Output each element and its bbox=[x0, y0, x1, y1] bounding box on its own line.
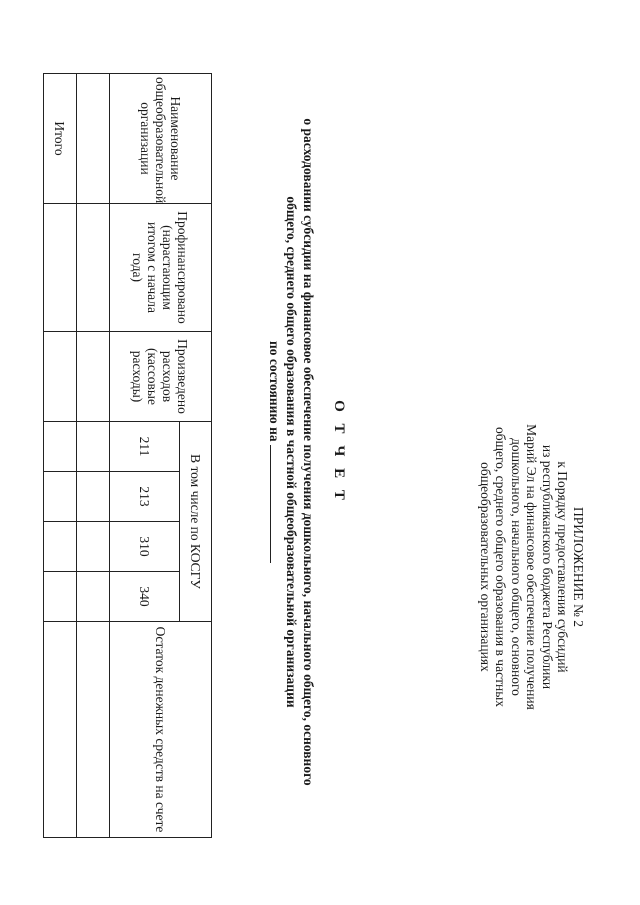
report-table bbox=[43, 73, 212, 838]
table-cell bbox=[44, 332, 77, 422]
header-kosgu-code: 310 bbox=[110, 522, 180, 572]
report-subtitle bbox=[266, 77, 317, 827]
header-kosgu-code: 213 bbox=[110, 472, 180, 522]
header-kosgu: В том числе по КОСГУ bbox=[180, 422, 212, 622]
appendix-header bbox=[478, 317, 587, 817]
appendix-line: общего, среднего общего образования в частных bbox=[493, 426, 509, 708]
rotated-content bbox=[40, 27, 600, 877]
table-cell bbox=[44, 422, 77, 472]
table-total-row bbox=[44, 74, 77, 838]
header-financed: Профинансировано (нарастающим итогом с начала года) bbox=[110, 204, 212, 332]
header-spent: Произведено расходов (кассовые расходы) bbox=[110, 332, 212, 422]
table-cell bbox=[77, 622, 110, 838]
total-label: Итого bbox=[44, 74, 77, 204]
table-cell bbox=[77, 204, 110, 332]
table-cell bbox=[77, 572, 110, 622]
table-cell bbox=[44, 622, 77, 838]
report-subtitle-line: общего, среднего общего образования в частной общеобразовательной организации bbox=[284, 196, 299, 708]
table-cell bbox=[77, 422, 110, 472]
date-blank-line bbox=[270, 445, 283, 563]
report-as-of bbox=[266, 77, 283, 827]
table-cell bbox=[44, 522, 77, 572]
appendix-line: ПРИЛОЖЕНИЕ № 2 bbox=[571, 506, 586, 628]
appendix-line: общеобразовательных организациях bbox=[478, 462, 493, 672]
table-cell bbox=[77, 74, 110, 204]
table-cell bbox=[77, 472, 110, 522]
appendix-line: к Порядку предоставления субсидий bbox=[555, 461, 571, 673]
table-cell bbox=[77, 332, 110, 422]
header-kosgu-code: 340 bbox=[110, 572, 180, 622]
header-org-name: Наименование общеобразовательной организации bbox=[110, 74, 212, 204]
table-cell bbox=[44, 204, 77, 332]
report-as-of-label: по состоянию на bbox=[267, 340, 282, 442]
appendix-line: дошкольного, начального общего, основного bbox=[509, 438, 524, 696]
table-cell bbox=[77, 522, 110, 572]
report-title: О Т Ч Е Т bbox=[331, 400, 347, 504]
header-balance: Остаток денежных средств на счете bbox=[110, 622, 212, 838]
appendix-line: из республиканского бюджета Республики bbox=[540, 444, 555, 690]
table-row bbox=[77, 74, 110, 838]
header-kosgu-code: 211 bbox=[110, 422, 180, 472]
table-cell bbox=[44, 472, 77, 522]
appendix-line: Марий Эл на финансовое обеспечение получения bbox=[524, 424, 540, 710]
report-subtitle-line: о расходовании субсидии на финансовое обеспечение получения дошкольного, начального общего, основного bbox=[301, 118, 316, 786]
table-cell bbox=[44, 572, 77, 622]
table-header-row bbox=[180, 74, 212, 838]
